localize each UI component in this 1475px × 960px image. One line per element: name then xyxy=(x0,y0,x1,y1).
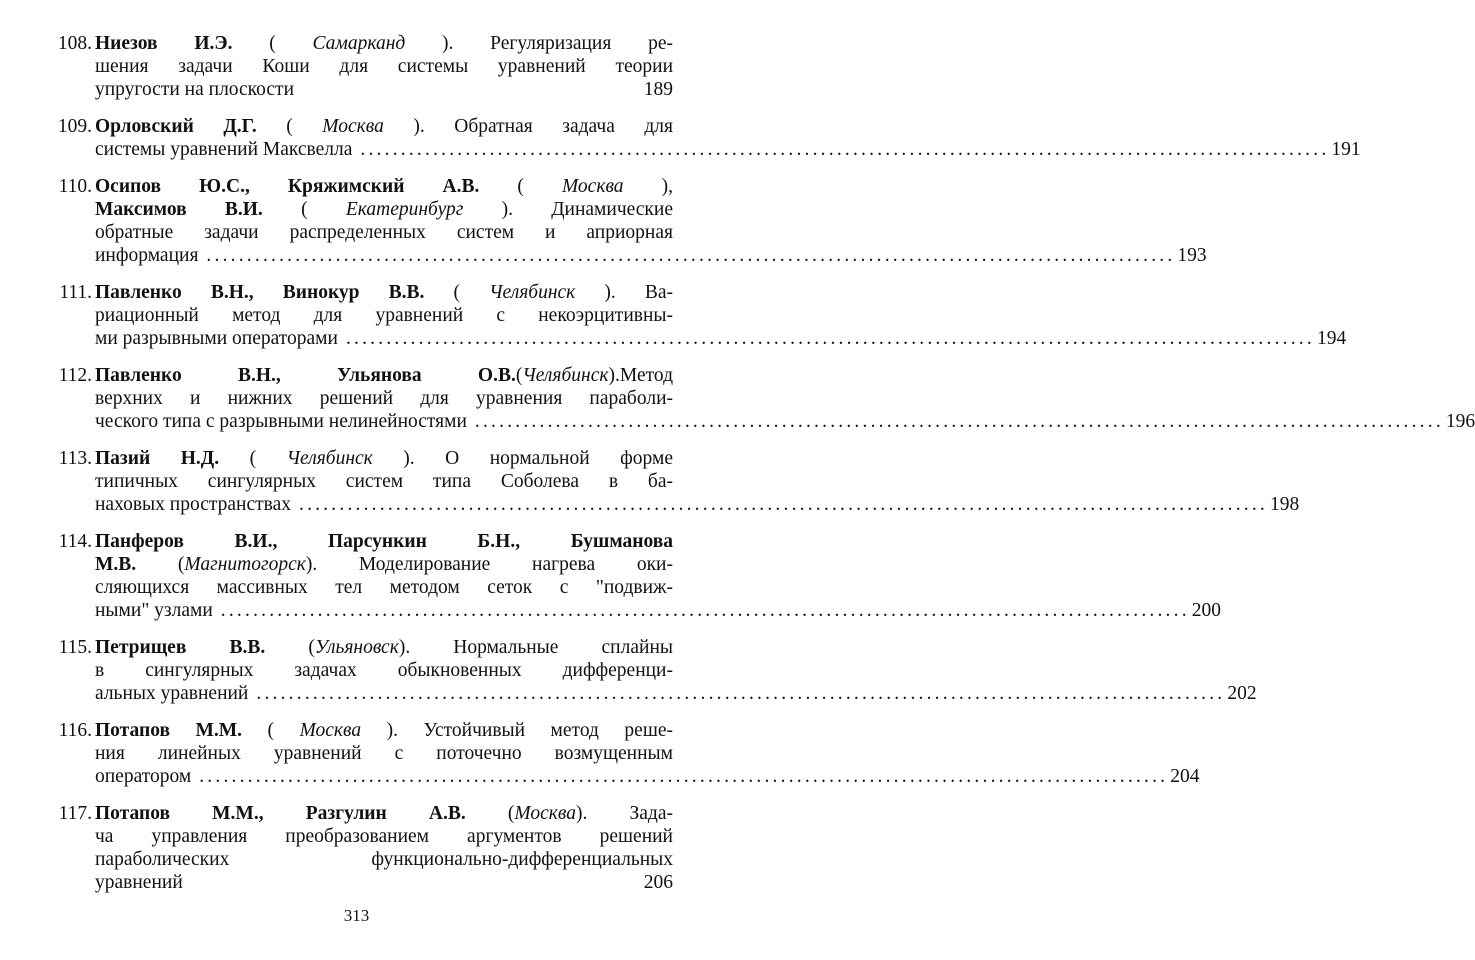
title-text: ния линейных уравнений с поточечно возмущенным xyxy=(95,743,673,764)
title-text: ). Моделирование нагрева оки- xyxy=(305,554,673,575)
title-text: ( xyxy=(242,720,300,741)
title-text: уравнений xyxy=(95,872,183,893)
entry-last-text xyxy=(95,244,198,267)
page-reference: 193 xyxy=(1177,245,1207,266)
dot-leader: ........................................................................................................................ xyxy=(199,766,1169,787)
title-text: ( xyxy=(219,448,287,469)
page-reference: 206 xyxy=(643,872,673,893)
author-names: Павленко В.Н., Винокур В.В. xyxy=(95,282,425,303)
city: Челябинск xyxy=(489,282,576,303)
title-text: ными" узлами xyxy=(95,600,213,621)
page-reference: 191 xyxy=(1331,139,1361,160)
dot-leader: ........................................................................................................................ xyxy=(345,328,1315,349)
page-reference: 200 xyxy=(1191,600,1222,621)
entry-number: 116. xyxy=(58,720,92,741)
entry-line xyxy=(95,198,673,221)
author-names: Потапов М.М. xyxy=(95,720,243,741)
entry-line xyxy=(95,825,673,848)
entry-line xyxy=(95,32,673,55)
dot-leader: ........................................................................................................................ xyxy=(360,139,1330,160)
entry-line xyxy=(95,553,673,576)
entry-line xyxy=(95,719,673,742)
entry-last-line xyxy=(95,765,1200,788)
entry-line xyxy=(95,304,673,327)
author-names: Максимов В.И. xyxy=(95,199,263,220)
dot-leader xyxy=(302,78,642,101)
entry-last-text xyxy=(95,599,213,622)
author-names: Панферов В.И., Парсункин Б.Н., Бушманова xyxy=(95,531,673,552)
entry-last-text xyxy=(95,327,338,350)
title-text: ). Динамические xyxy=(463,199,674,220)
entry-line xyxy=(95,659,673,682)
entry-last-text xyxy=(95,765,191,788)
city: Магнитогорск xyxy=(184,554,306,575)
city: Ульяновск xyxy=(314,637,399,658)
title-text: риационный метод для уравнений с некоэрцитивны- xyxy=(95,305,673,326)
entry-last-text xyxy=(95,493,291,516)
title-text: ( xyxy=(232,33,313,54)
page-reference: 202 xyxy=(1227,683,1257,704)
dot-leader: ........................................................................................................................ xyxy=(206,245,1176,266)
entry-last-text xyxy=(95,871,183,894)
title-text: обратные задачи распределенных систем и априорная xyxy=(95,222,673,243)
title-text: ). О нормальной форме xyxy=(372,448,674,469)
entry-number: 117. xyxy=(58,803,92,824)
title-text: системы уравнений Максвелла xyxy=(95,139,353,160)
entry-line xyxy=(95,636,673,659)
title-text: информация xyxy=(95,245,199,266)
title-text: упругости на плоскости xyxy=(95,79,295,100)
toc-entry xyxy=(40,530,1222,622)
entry-number: 115. xyxy=(58,637,92,658)
page-reference: 189 xyxy=(643,79,673,100)
entry-line xyxy=(95,364,673,387)
entry-last-text xyxy=(95,78,294,101)
author-names: Ниезов И.Э. xyxy=(95,33,233,54)
title-text: типичных сингулярных систем типа Соболева в ба- xyxy=(95,471,673,492)
entry-number: 109. xyxy=(57,116,92,137)
title-text: ( xyxy=(256,116,323,137)
entry-last-text xyxy=(95,138,352,161)
entry-last-line xyxy=(95,410,1475,433)
entry-last-line xyxy=(95,78,673,101)
title-text: ), xyxy=(623,176,673,197)
city: Челябинск xyxy=(286,448,373,469)
entry-number: 111. xyxy=(59,282,92,303)
page-number: 313 xyxy=(343,906,370,925)
entry-last-text xyxy=(95,410,467,433)
city: Екатеринбург xyxy=(345,199,464,220)
city: Москва xyxy=(561,176,624,197)
title-text: ча управления преобразованием аргументов решений xyxy=(95,826,673,847)
city: Москва xyxy=(299,720,362,741)
entry-last-line xyxy=(95,599,1222,622)
toc-entry xyxy=(40,115,1361,161)
page-reference: 196 xyxy=(1445,411,1475,432)
entry-line xyxy=(95,447,673,470)
entry-line xyxy=(95,530,673,553)
title-text: ческого типа с разрывными нелинейностями xyxy=(95,411,467,432)
city: Москва xyxy=(514,803,576,824)
entry-line xyxy=(95,221,673,244)
city: Челябинск xyxy=(522,365,609,386)
entry-last-line xyxy=(95,871,673,894)
entry-number: 112. xyxy=(58,365,92,386)
entry-line xyxy=(95,802,673,825)
entry-line xyxy=(95,55,673,78)
entry-number: 114. xyxy=(58,531,92,552)
title-text: ). Регуляризация ре- xyxy=(405,33,673,54)
author-names: Пазий Н.Д. xyxy=(95,448,220,469)
dot-leader: ........................................................................................................................ xyxy=(256,683,1226,704)
title-text: ). Зада- xyxy=(575,803,673,824)
title-text: ( xyxy=(265,637,315,658)
toc-entry xyxy=(40,32,673,101)
entry-line xyxy=(95,175,673,198)
entry-line xyxy=(95,281,673,304)
entry-line xyxy=(95,848,673,871)
title-text: альных уравнений xyxy=(95,683,249,704)
toc-entry xyxy=(40,175,1207,267)
entry-line xyxy=(95,470,673,493)
city: Москва xyxy=(322,116,384,137)
title-text: ). Ва- xyxy=(575,282,674,303)
title-text: ( xyxy=(136,554,185,575)
dot-leader: ........................................................................................................................ xyxy=(474,411,1444,432)
toc-entry xyxy=(40,719,1200,788)
title-text: шения задачи Коши для системы уравнений теории xyxy=(95,56,673,77)
toc-entry xyxy=(40,281,1347,350)
toc-entry xyxy=(40,364,1475,433)
author-names: Петрищев В.В. xyxy=(95,637,266,658)
entry-line xyxy=(95,576,673,599)
author-names: Орловский Д.Г. xyxy=(95,116,257,137)
entry-line xyxy=(95,742,673,765)
title-text: в сингулярных задачах обыкновенных дифференци- xyxy=(95,660,673,681)
title-text: ). Нормальные сплайны xyxy=(398,637,673,658)
dot-leader xyxy=(191,871,642,894)
entry-last-text xyxy=(95,682,248,705)
page-reference: 198 xyxy=(1270,494,1300,515)
title-text: ми разрывными операторами xyxy=(95,328,338,349)
entry-last-line xyxy=(95,493,1300,516)
entry-number: 113. xyxy=(58,448,92,469)
title-text: верхних и нижних решений для уравнения параболи- xyxy=(95,388,673,409)
title-text: параболических функционально-дифференциальных xyxy=(95,849,673,870)
toc-entry xyxy=(40,802,673,894)
author-names: Осипов Ю.С., Кряжимский А.В. xyxy=(95,176,480,197)
entry-last-line xyxy=(95,244,1207,267)
dot-leader: ........................................................................................................................ xyxy=(299,494,1268,515)
page-reference: 194 xyxy=(1316,328,1347,349)
entry-last-line xyxy=(95,682,1257,705)
title-text: ( xyxy=(465,803,515,824)
entry-line xyxy=(95,387,673,410)
entry-last-line xyxy=(95,138,1361,161)
page-reference: 204 xyxy=(1170,766,1200,787)
title-text: ( xyxy=(424,282,490,303)
entry-line xyxy=(95,115,673,138)
dot-leader: ........................................................................................................................ xyxy=(220,600,1190,621)
title-text: ).Метод xyxy=(608,365,673,386)
entry-last-line xyxy=(95,327,1347,350)
entry-number: 108. xyxy=(57,33,92,54)
title-text: сляющихся массивных тел методом сеток с "подвиж- xyxy=(95,577,673,598)
author-names: М.В. xyxy=(95,554,137,575)
table-of-contents xyxy=(40,32,1475,908)
title-text: оператором xyxy=(95,766,192,787)
title-text: наховых пространствах xyxy=(95,494,291,515)
toc-entry xyxy=(40,447,1300,516)
title-text: ( xyxy=(515,365,523,386)
author-names: Потапов М.М., Разгулин А.В. xyxy=(95,803,466,824)
title-text: ). Устойчивый метод реше- xyxy=(361,720,673,741)
title-text: ( xyxy=(479,176,562,197)
toc-entry xyxy=(40,636,1257,705)
title-text: ). Обратная задача для xyxy=(383,116,674,137)
entry-number: 110. xyxy=(58,176,92,197)
title-text: ( xyxy=(262,199,346,220)
author-names: Павленко В.Н., Ульянова О.В. xyxy=(95,365,516,386)
city: Самарканд xyxy=(312,33,406,54)
